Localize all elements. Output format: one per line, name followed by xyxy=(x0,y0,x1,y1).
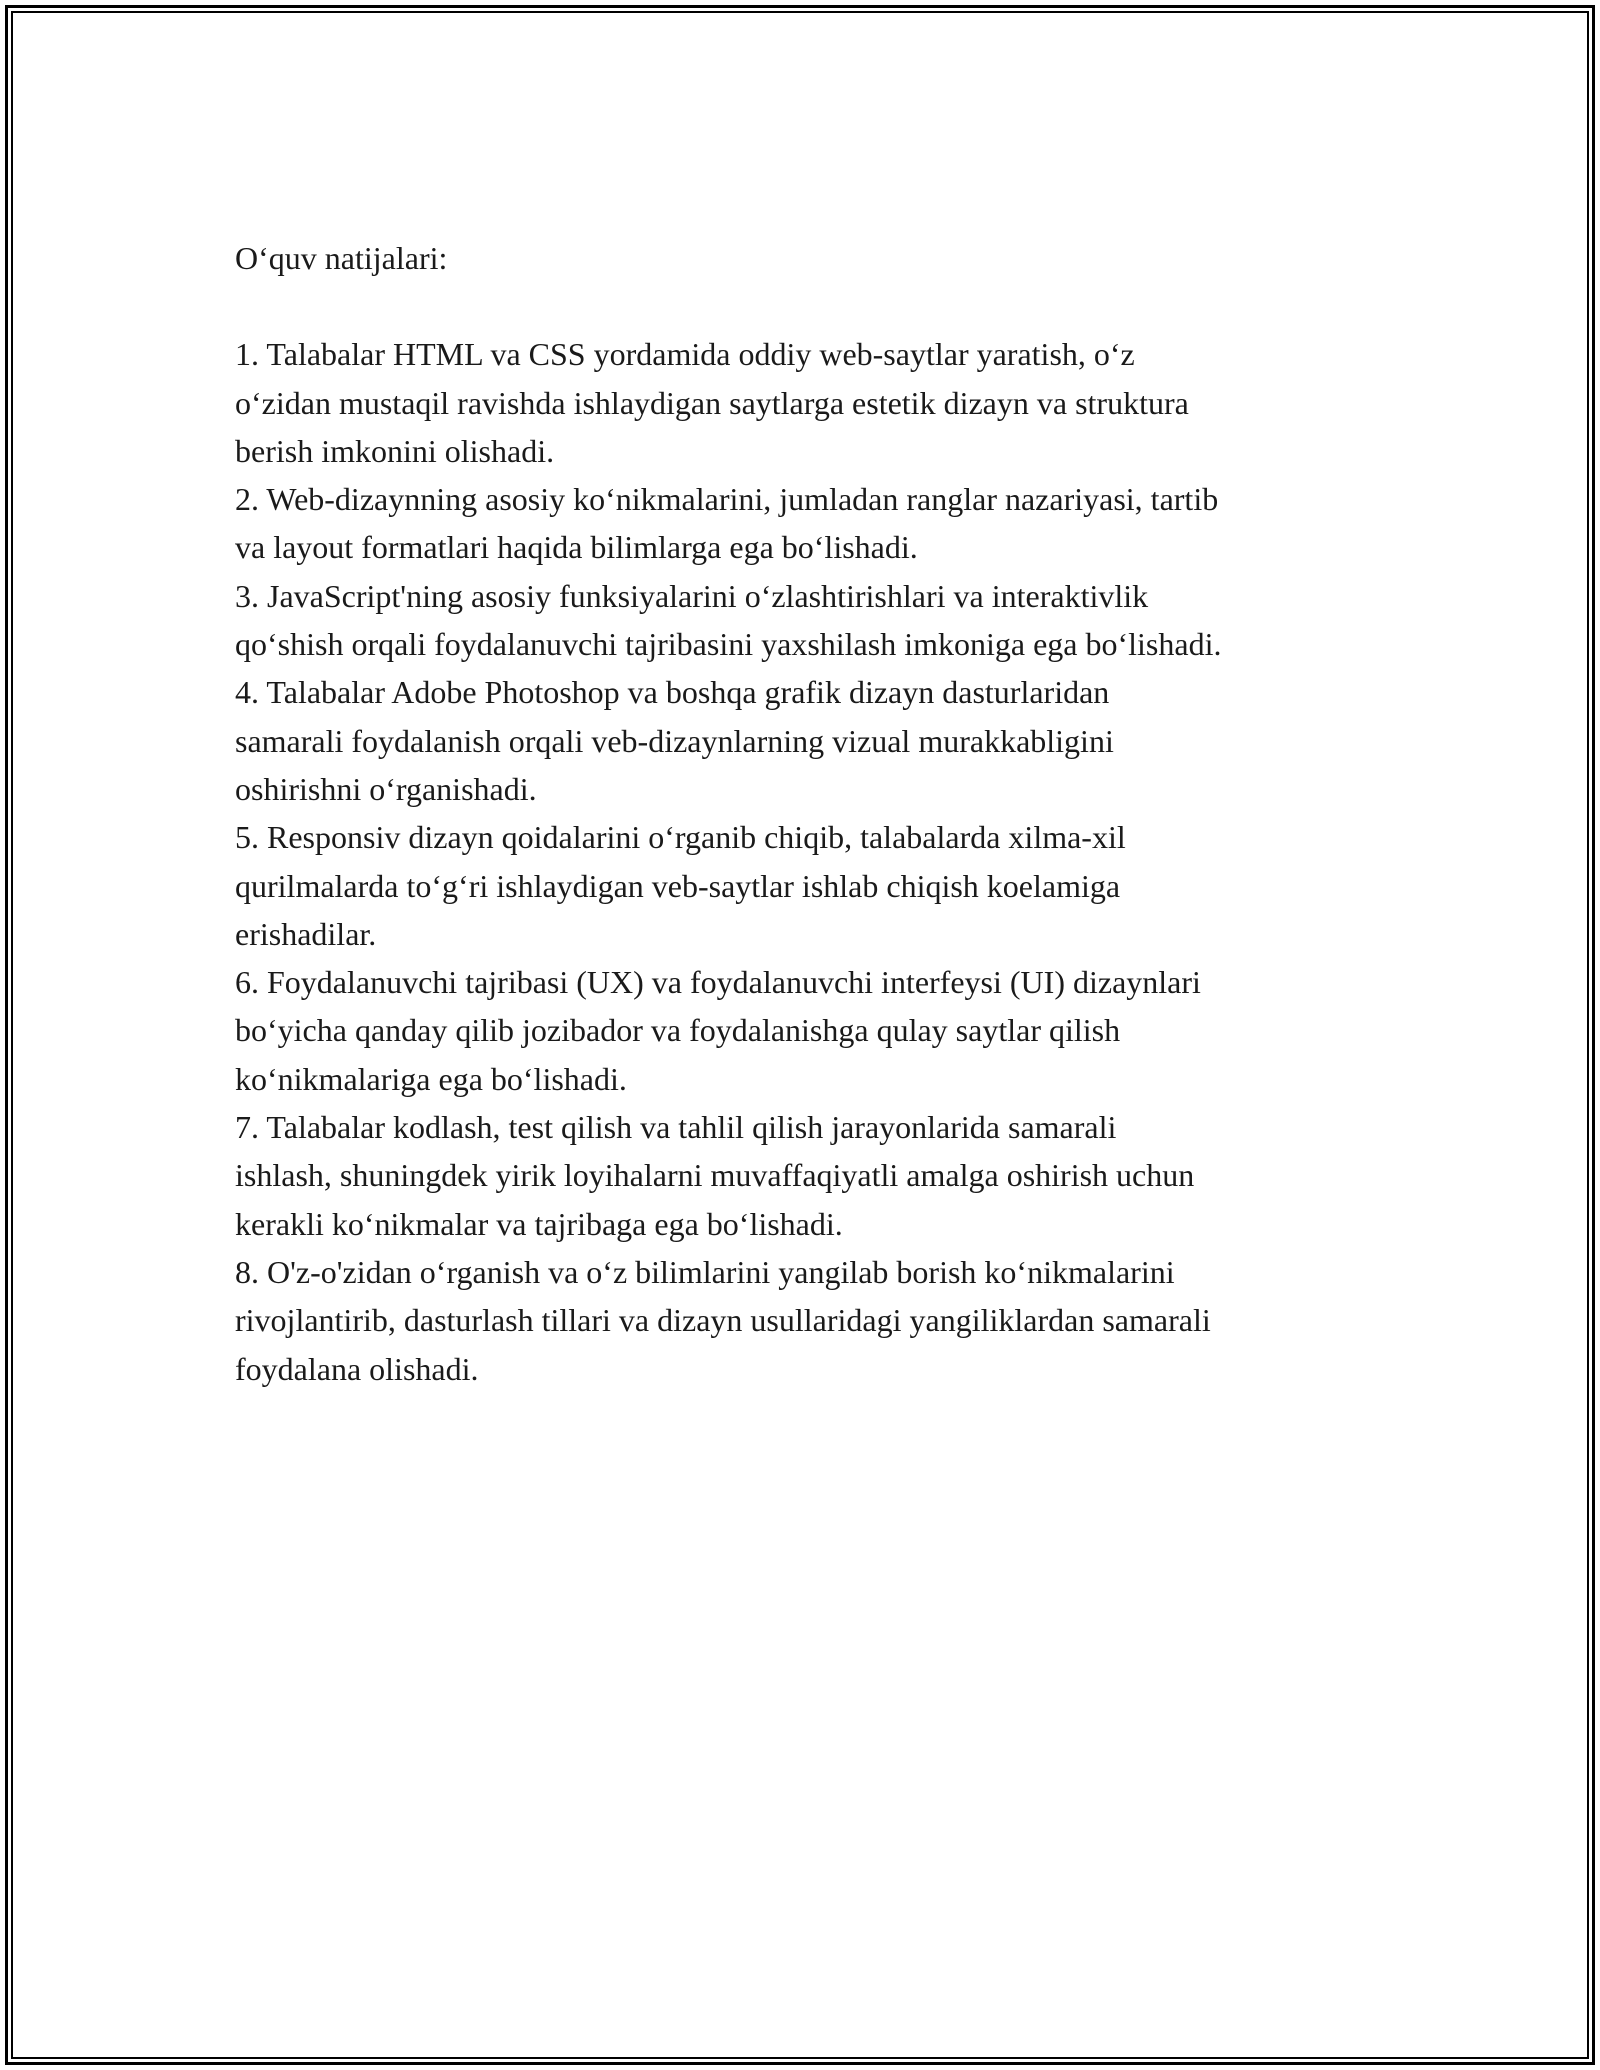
outcome-line: 2. Web-dizaynning asosiy ko‘nikmalarini, jumladan ranglar nazariyasi, tartib xyxy=(235,481,1219,518)
outcome-line: qurilmalarda to‘g‘ri ishlaydigan veb-saytlar ishlab chiqish koelamiga xyxy=(235,867,1121,904)
outcome-item xyxy=(235,813,1395,958)
outcome-line: 6. Foydalanuvchi tajribasi (UX) va foydalanuvchi interfeysi (UI) dizaynlari xyxy=(235,964,1201,1001)
outcome-line: berish imkonini olishadi. xyxy=(235,432,555,469)
outcome-line: 5. Responsiv dizayn qoidalarini o‘rganib chiqib, talabalarda xilma-xil xyxy=(235,819,1126,856)
outcome-item xyxy=(235,475,1395,572)
outcome-line: o‘zidan mustaqil ravishda ishlaydigan saytlarga estetik dizayn va struktura xyxy=(235,384,1189,421)
outcome-line: 8. O'z-o'zidan o‘rganish va o‘z bilimlarini yangilab borish ko‘nikmalarini xyxy=(235,1253,1175,1290)
outcome-line: ko‘nikmalariga ega bo‘lishadi. xyxy=(235,1060,627,1097)
outcomes-list xyxy=(235,330,1395,1393)
outcome-line: 1. Talabalar HTML va CSS yordamida oddiy web-saytlar yaratish, o‘z xyxy=(235,336,1135,373)
document-body xyxy=(235,234,1395,1393)
document-heading: O‘quv natijalari: xyxy=(235,240,448,276)
outcome-line: va layout formatlari haqida bilimlarga ega bo‘lishadi. xyxy=(235,529,918,566)
outcome-item xyxy=(235,1103,1395,1248)
outcome-line: erishadilar. xyxy=(235,915,377,952)
outcome-item xyxy=(235,572,1395,669)
outcome-line: samarali foydalanish orqali veb-dizaynlarning vizual murakkabligini xyxy=(235,722,1114,759)
outcome-line: rivojlantirib, dasturlash tillari va dizayn usullaridagi yangiliklardan samarali xyxy=(235,1302,1211,1339)
outcome-item xyxy=(235,330,1395,475)
outcome-item xyxy=(235,1248,1395,1393)
outcome-line: ishlash, shuningdek yirik loyihalarni muvaffaqiyatli amalga oshirish uchun xyxy=(235,1157,1195,1194)
outcome-item xyxy=(235,668,1395,813)
outcome-line: 7. Talabalar kodlash, test qilish va tahlil qilish jarayonlarida samarali xyxy=(235,1109,1117,1146)
outcome-line: 4. Talabalar Adobe Photoshop va boshqa grafik dizayn dasturlaridan xyxy=(235,674,1110,711)
outcome-line: qo‘shish orqali foydalanuvchi tajribasini yaxshilash imkoniga ega bo‘lishadi. xyxy=(235,626,1222,663)
outcome-item xyxy=(235,958,1395,1103)
outcome-line: bo‘yicha qanday qilib jozibador va foydalanishga qulay saytlar qilish xyxy=(235,1012,1121,1049)
outcome-line: foydalana olishadi. xyxy=(235,1350,479,1387)
outcome-line: oshirishni o‘rganishadi. xyxy=(235,770,537,807)
outcome-line: kerakli ko‘nikmalar va tajribaga ega bo‘lishadi. xyxy=(235,1205,843,1242)
outcome-line: 3. JavaScript'ning asosiy funksiyalarini o‘zlashtirishlari va interaktivlik xyxy=(235,577,1149,614)
